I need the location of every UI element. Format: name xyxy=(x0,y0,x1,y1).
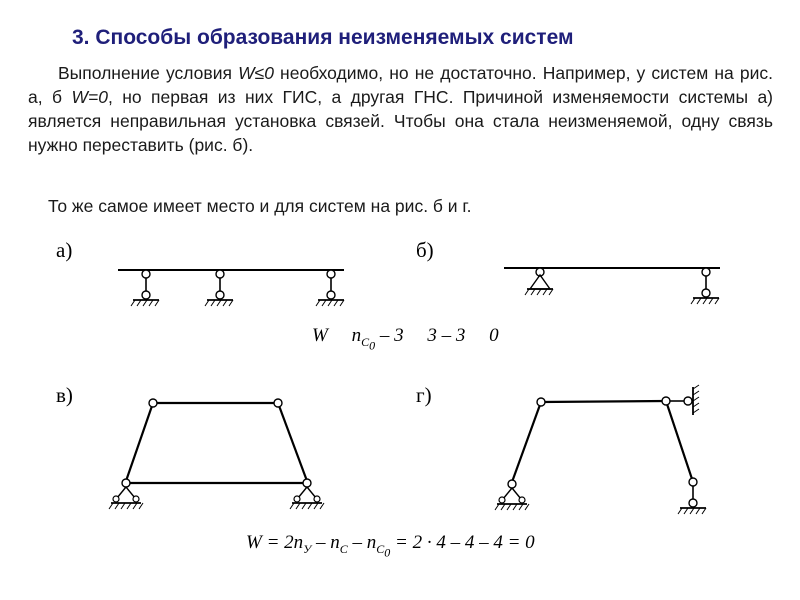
formula-1-rest: – 3 3 – 3 0 xyxy=(379,325,499,346)
formula-2-sub-c: C xyxy=(339,541,348,556)
formula-1-sub: C xyxy=(361,334,370,349)
figure-label-b: б) xyxy=(416,238,434,262)
equation-w-zero: W=0 xyxy=(71,87,108,107)
formula-1-n: n xyxy=(351,325,362,346)
diagram-g xyxy=(495,385,706,514)
formula-2-sub-c0b: 0 xyxy=(384,545,391,560)
formula-2-part-d: = 2 · 4 – 4 – 4 = 0 xyxy=(390,532,535,553)
formula-1-sub2: 0 xyxy=(369,338,376,353)
figure-label-a: а) xyxy=(56,238,73,262)
paragraph-text-3: , но первая из них ГИС, а другая ГНС. Причиной изменяемости системы а) является неправильная установка связей. Чтобы она стала неизменяемой, одну связь нужно переставить (рис. б). xyxy=(28,87,774,155)
formula-1-w: W xyxy=(312,325,328,346)
formula-2-part-b: – n xyxy=(311,532,340,553)
diagram-a xyxy=(118,270,344,306)
formula-2-part-c: – n xyxy=(347,532,377,553)
paragraph-text-2: необходимо, но не достаточно. Например, у систем на рис. а, б xyxy=(28,63,773,107)
formula-2-sub-c0: C xyxy=(376,541,385,556)
page-title: 3. Способы образования неизменяемых систем xyxy=(72,26,574,49)
formula-2-part-a: W = 2n xyxy=(246,532,304,553)
diagram-b xyxy=(504,268,720,304)
figure-label-g: г) xyxy=(416,383,432,407)
paragraph-text-1: Выполнение условия xyxy=(58,63,239,83)
figure-label-v: в) xyxy=(56,383,73,407)
variable-w: W xyxy=(238,63,255,83)
paragraph-secondary: То же самое имеет место и для систем на рис. б и г. xyxy=(48,196,472,216)
diagram-v xyxy=(109,399,324,509)
formula-2-sub-y: У xyxy=(303,541,312,556)
inequality: ≤0 xyxy=(254,63,274,83)
